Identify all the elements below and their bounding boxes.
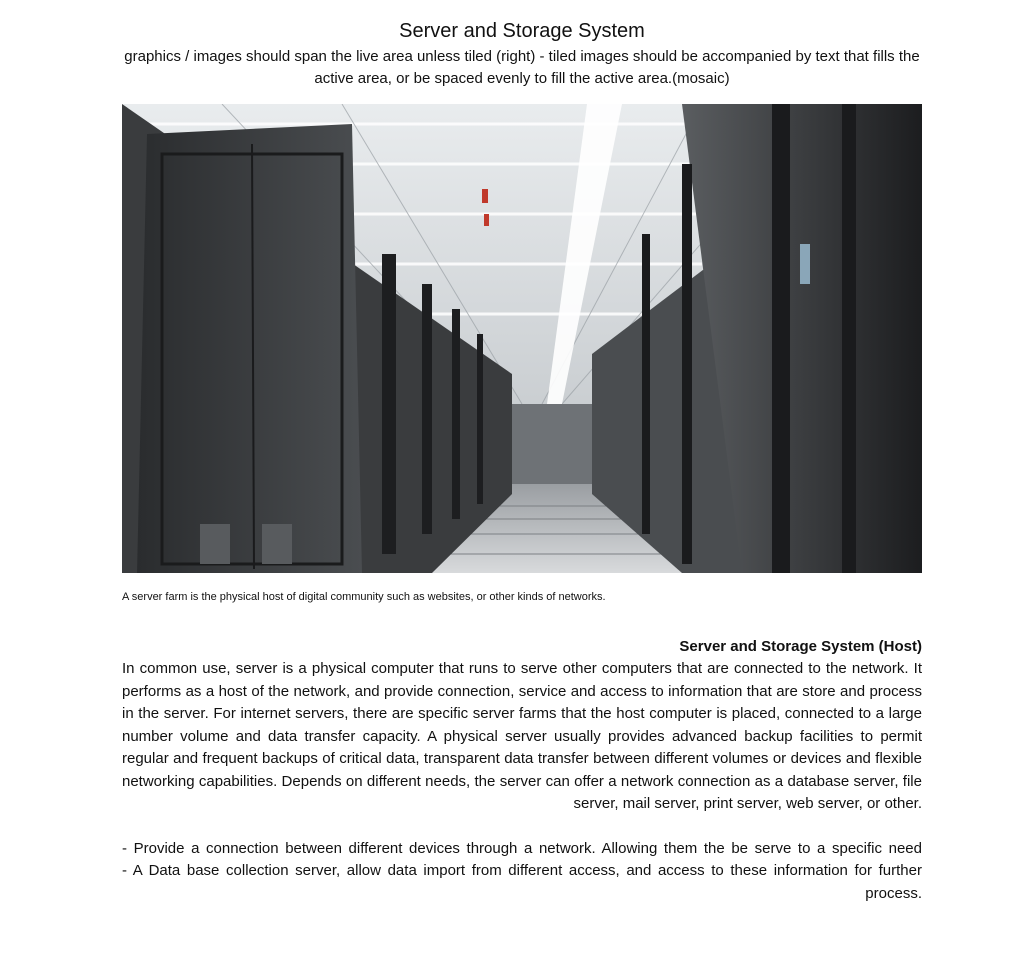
section-heading: Server and Storage System (Host) (679, 638, 922, 655)
list-item: - A Data base collection server, allow data import from different access, and access to these information for further process. (122, 862, 922, 902)
server-farm-illustration (122, 104, 922, 573)
figure-caption: A server farm is the physical host of digital community such as websites, or other kinds of networks. (122, 591, 606, 603)
page-subtitle: graphics / images should span the live area unless tiled (right) - tiled images should be accompanied by text that fills the active area, or be spaced evenly to fill the active area.(mosaic) (124, 48, 920, 87)
list-item: - Provide a connection between different devices through a network. Allowing them the be serve to a specific need (122, 839, 922, 857)
document-page (122, 18, 922, 905)
bullet-list (122, 838, 922, 906)
server-farm-photo (122, 104, 922, 573)
section-paragraph: In common use, server is a physical computer that runs to serve other computers that are connected to the network. It performs as a host of the network, and provide connection, service and access to information that are store and process in the server. For internet servers, there are specific server farms that the host computer is placed, connected to a large number volume and data transfer capacity. A physical server usually provides advanced backup facilities to permit regular and frequent backups of critical data, transparent data transfer between different volumes or devices and flexible networking capabilities. Depends on different needs, the server can offer a network connection as a database server, file server, mail server, print server, web server, or other. (122, 660, 922, 812)
page-title: Server and Storage System (399, 20, 645, 42)
